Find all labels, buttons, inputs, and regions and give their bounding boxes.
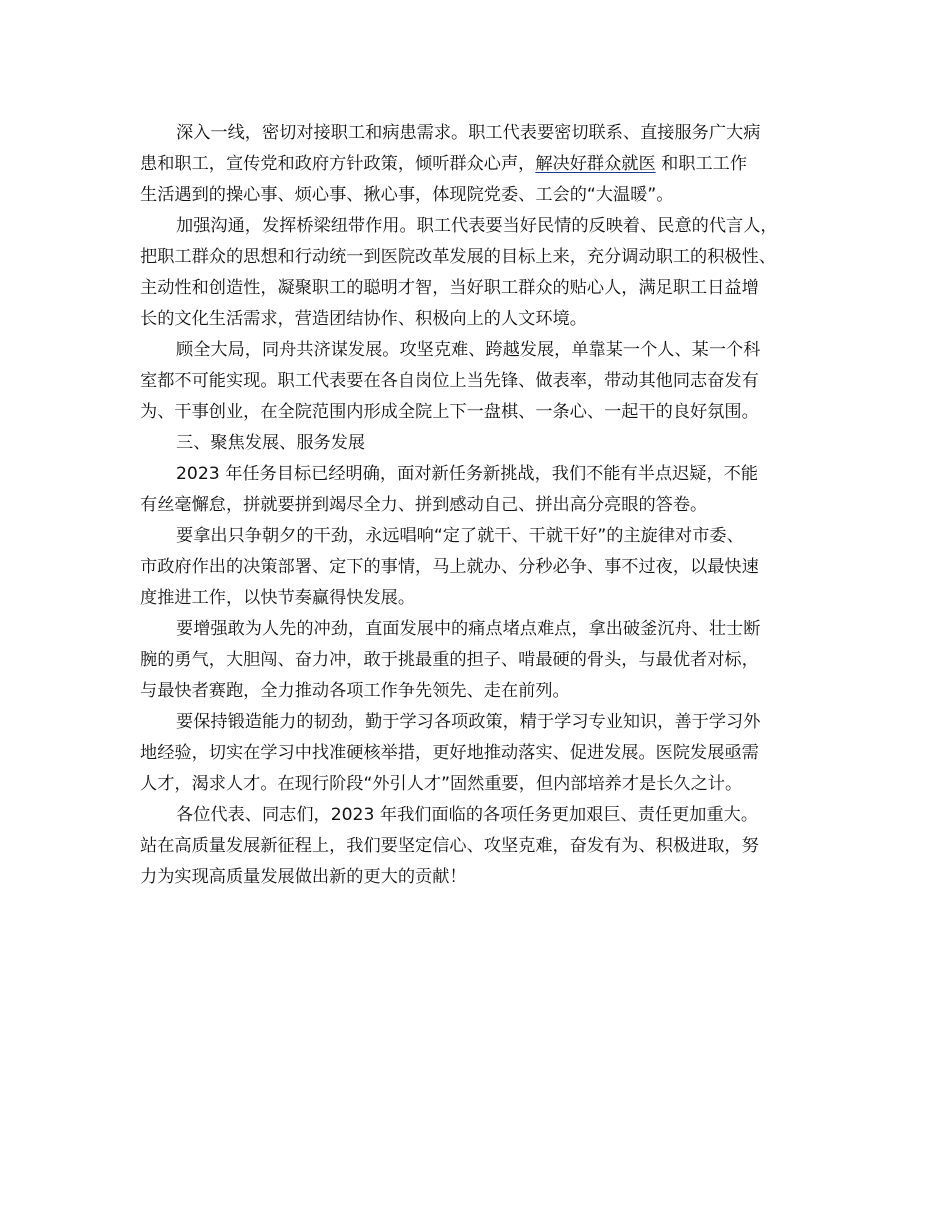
text-line: 各位代表、同志们，2023 年我们面临的各项任务更加艰巨、责任更加重大。 (176, 805, 759, 825)
text-line: 生活遇到的操心事、烦心事、揪心事，体现院党委、工会的“大温暖”。 (140, 185, 674, 205)
text-line: 2023 年任务目标已经明确，面对新任务新挑战，我们不能有半点迟疑，不能 (176, 464, 759, 484)
text-line: 顾全大局，同舟共济谋发展。攻坚克难、跨越发展，单靠某一个人、某一个科 (176, 340, 761, 360)
text-line: 深入一线，密切对接职工和病患需求。职工代表要密切联系、直接服务广大病 (176, 123, 761, 143)
text-segment: 患和职工，宣传党和政府方针政策，倾听群众心声， (140, 154, 536, 174)
text-line: 把职工群众的思想和行动统一到医院改革发展的目标上来，充分调动职工的积极性、 (140, 247, 776, 267)
medical-care-link[interactable]: 解决好群众就医 (535, 154, 656, 174)
text-line: 市政府作出的决策部署、定下的事情，马上就办、分秒必争、事不过夜，以最快速 (140, 557, 759, 577)
text-line: 室都不可能实现。职工代表要在各自岗位上当先锋、做表率，带动其他同志奋发有 (140, 371, 759, 391)
text-line: 加强沟通，发挥桥梁纽带作用。职工代表要当好民情的反映着、民意的代言人， (176, 216, 778, 236)
text-line: 站在高质量发展新征程上，我们要坚定信心、攻坚克难，奋发有为、积极进取，努 (140, 836, 759, 856)
text-line: 人才，渴求人才。在现行阶段“外引人才”固然重要，但内部培养才是长久之计。 (140, 774, 743, 794)
text-line: 腕的勇气，大胆闯、奋力冲，敢于挑最重的担子、啃最硬的骨头，与最优者对标， (140, 650, 759, 670)
text-line: 力为实现高质量发展做出新的更大的贡献！ (140, 867, 467, 887)
document-body (140, 118, 830, 893)
section-heading: 三、聚焦发展、服务发展 (176, 433, 366, 453)
text-line: 要拿出只争朝夕的干劲，永远唱响“定了就干、干就干好”的主旋律对市委、 (176, 526, 744, 546)
text-line: 地经验，切实在学习中找准硬核举措，更好地推动落实、促进发展。医院发展亟需 (140, 743, 759, 763)
text-line: 为、干事创业，在全院范围内形成全院上下一盘棋、一条心、一起干的良好氛围。 (140, 402, 759, 422)
text-line: 主动性和创造性，凝聚职工的聪明才智，当好职工群众的贴心人，满足职工日益增 (140, 278, 759, 298)
text-segment: 和职工工作 (655, 154, 748, 174)
text-line: 与最快者赛跑，全力推动各项工作争先领先、走在前列。 (140, 681, 570, 701)
text-line: 有丝毫懈怠，拼就要拼到竭尽全力、拼到感动自己、拼出高分亮眼的答卷。 (140, 495, 708, 515)
text-line: 度推进工作，以快节奏赢得快发展。 (140, 588, 416, 608)
text-line: 要保持锻造能力的韧劲，勤于学习各项政策，精于学习专业知识，善于学习外 (176, 712, 761, 732)
text-line: 要增强敢为人先的冲劲，直面发展中的痛点堵点难点，拿出破釜沉舟、壮士断 (176, 619, 761, 639)
text-line (140, 149, 830, 180)
text-line: 长的文化生活需求，营造团结协作、积极向上的人文环境。 (140, 309, 587, 329)
